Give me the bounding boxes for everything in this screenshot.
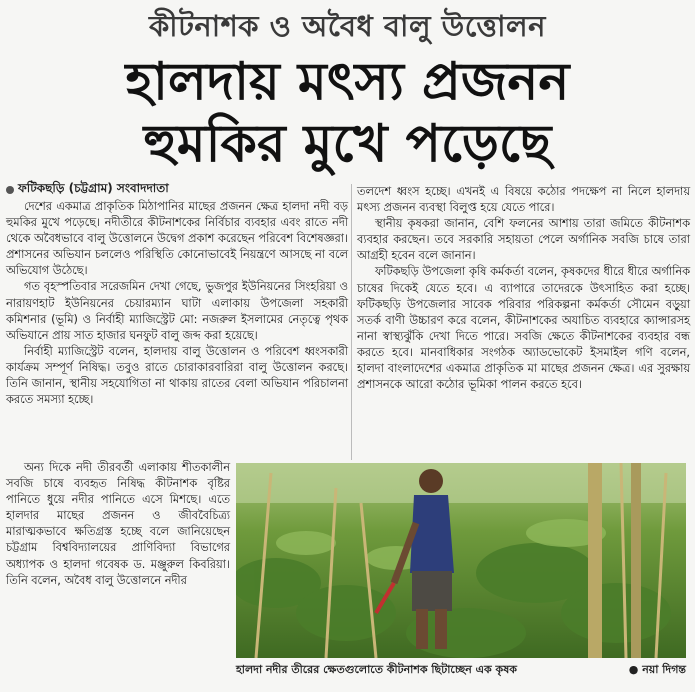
news-photo (236, 463, 686, 658)
caption-credit: ● নয়া দিগন্ত (628, 662, 686, 676)
column-divider (351, 184, 352, 460)
caption-text: হালদা নদীর তীরের ক্ষেতগুলোতে কীটনাশক ছিটাচ্ছেন এক কৃষক (236, 662, 517, 676)
paragraph: গত বৃহস্পতিবার সরেজমিন দেখা গেছে, ভুজপুর ইউনিয়নের সিংহরিয়া ও নারায়ণহাট ইউনিয়নের চেয়ারম্যান ঘাটা এলাকায় উপজেলা সহকারী কমিশনার (ভূমি) ও নির্বাহী ম্যাজিস্ট্রেট মো: নজরুল ইসলামের নেতৃত্বে পৃথক অভিযানে প্রায় সাত হাজার ঘনফুট বালু জব্দ করা হয়েছে। (6, 280, 348, 342)
paragraph: নির্বাহী ম্যাজিস্ট্রেট বলেন, হালদায় বালু উত্তোলন ও পরিবেশ ধ্বংসকারী কার্যক্রম সম্পূর্ণ নিষিদ্ধ। তবুও রাতে চোরাকারবারিরা বালু উত্তোলন করছে। তিনি জানান, স্থানীয় সহযোগিতা না থাকায় রাতের বেলা অভিযান পরিচালনা করতে সমস্যা হচ্ছে। (6, 344, 348, 407)
article-column-1-continued (6, 460, 230, 589)
paragraph: অন্য দিকে নদী তীরবর্তী এলাকায় শীতকালীন সবজি চাষে ব্যবহৃত নিষিদ্ধ কীটনাশক বৃষ্টির পানিতে ধুয়ে নদীর পানিতে এসে মিশছে। এতে হালদার মাছের প্রজনন ও জীববৈচিত্র্য মারাত্মকভাবে ক্ষতিগ্রস্ত হচ্ছে বলে জানিয়েছেন চট্টগ্রাম বিশ্ববিদ্যালয়ের প্রাণিবিদ্যা বিভাগের অধ্যাপক ও হালদা গবেষক ড. মঞ্জুরুল কিবরিয়া। তিনি বলেন, অবৈধ বালু উত্তোলনে নদীর (6, 461, 230, 587)
byline-text: ফটিকছড়ি (চট্টগ্রাম) সংবাদদাতা (18, 181, 169, 195)
article-column-1 (6, 199, 348, 408)
headline-line-2: হুমকির মুখে পড়েছে (143, 114, 552, 174)
farmer-spraying-illustration (236, 463, 686, 658)
paragraph: ফটিকছড়ি উপজেলা কৃষি কর্মকর্তা বলেন, কৃষকদের ধীরে ধীরে অর্গানিক চাষের দিকেই যেতে হবে। এ ব্যাপারে তাদেরকে উৎসাহিত করা হচ্ছে। ফটিকছড়ি উপজেলার সাবেক পরিবার পরিকল্পনা কর্মকর্তা সৌমেন বড়ুয়া সতর্ক বাণী উচ্চারণ করে বলেন, কীটনাশকের অযাচিত ব্যবহারে ক্যান্সারসহ নানা স্বাস্থ্যঝুঁকি দেখা দিতে পারে। সবজি ক্ষেতে কীটনাশকের ব্যবহার বন্ধ করতে হবে। মানবাধিকার সংগঠক অ্যাডভোকেট ইসমাইল গণি বলেন, হালদা বাংলাদেশের একমাত্র প্রাকৃতিক মা মাছের প্রজনন ক্ষেত্র। এর সুরক্ষায় প্রশাসনকে আরো কঠোর ভূমিকা পালন করতে হবে। (357, 265, 690, 392)
article-column-2 (357, 184, 690, 393)
photo-caption (236, 660, 686, 680)
paragraph: তলদেশ ধ্বংস হচ্ছে। এখনই এ বিষয়ে কঠোর পদক্ষেপ না নিলে হালদায় মৎস্য প্রজনন ব্যবস্থা বিলুপ্ত হয়ে যেতে পারে। (357, 185, 690, 215)
kicker: কীটনাশক ও অবৈধ বালু উত্তোলন (149, 9, 546, 43)
headline-line-1: হালদায় মৎস্য প্রজনন (125, 52, 570, 112)
byline (6, 180, 351, 200)
bullet-icon (6, 186, 14, 194)
paragraph: স্থানীয় কৃষকরা জানান, বেশি ফলনের আশায় তারা জমিতে কীটনাশক ব্যবহার করছেন। তবে সরকারি সহায়তা পেলে অর্গানিক সবজি চাষে তারা আগ্রহী হবেন বলে জানান। (357, 217, 690, 263)
paragraph: দেশের একমাত্র প্রাকৃতিক মিঠাপানির মাছের প্রজনন ক্ষেত্র হালদা নদী বড় হুমকির মুখে পড়েছে। নদীতীরে কীটনাশকের নির্বিচার ব্যবহার এবং রাতে নদী থেকে অবৈধভাবে বালু উত্তোলনে উদ্বেগ প্রকাশ করেছেন পরিবেশ বিশেষজ্ঞরা। প্রশাসনের অভিযান চললেও পরিস্থিতি কোনোভাবেই নিয়ন্ত্রণে আসছে না বলে অভিযোগ উঠেছে। (6, 200, 348, 278)
